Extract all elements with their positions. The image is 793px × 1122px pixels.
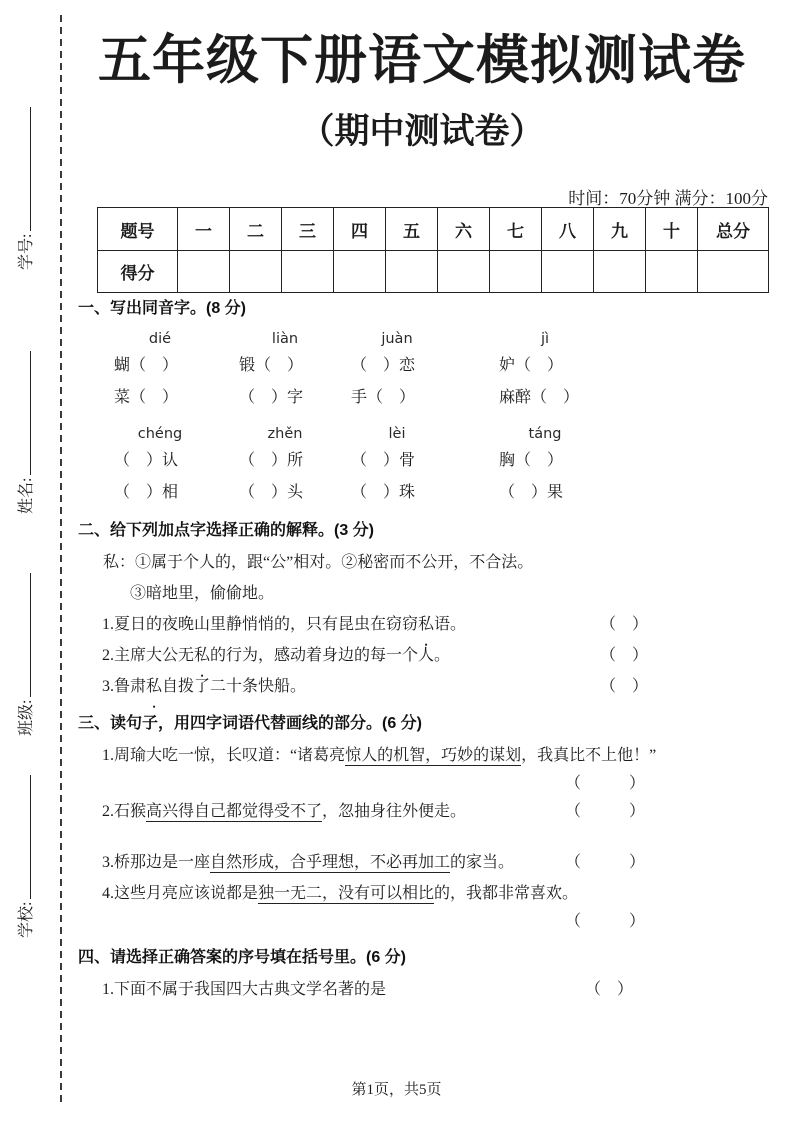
question-text: 1.夏日的夜晚山里静悄悄的，只有昆虫在窃窃 (102, 616, 419, 633)
margin-field-class (14, 548, 40, 736)
underlined-phrase: 独一无二，没有可以相比 (258, 885, 435, 902)
question-text: 1.周瑜大吃一惊，长叹道：“诸葛亮 (102, 747, 346, 764)
score-header-cell: 一 (178, 208, 230, 251)
section-4-heading: 四、请选择正确答案的序号填在括号里。(6 分) (78, 949, 407, 966)
question-text: 2.石猴 (102, 803, 147, 820)
question-text: 3.桥那边是一座 (102, 854, 211, 871)
school-blank (16, 775, 31, 899)
homophone-item: （ ）所 (239, 452, 304, 469)
page-footer: 第1页，共5页 (351, 1082, 442, 1098)
question-item (78, 671, 778, 702)
homophone-column (345, 423, 493, 509)
score-empty-cell (698, 251, 769, 293)
question-text: 3.鲁肃 (102, 678, 147, 695)
exam-time-score-meta: 时间：70分钟 满分：100分 (568, 189, 768, 208)
section-3-heading: 三、读句子，用四字词语代替画线的部分。(6 分) (78, 715, 423, 732)
school-label: 学校: (18, 901, 35, 938)
page-subtitle: （期中测试卷） (299, 112, 545, 151)
name-label: 姓名: (18, 477, 35, 514)
score-header-cell: 总分 (698, 208, 769, 251)
homophone-item: 手（ ） (351, 389, 416, 406)
question-text: 的行为，感动着身边的每一个人。 (210, 647, 451, 664)
underlined-phrase: 高兴得自己都觉得受不了 (146, 803, 323, 820)
homophone-group-2 (78, 423, 778, 509)
score-empty-cell (178, 251, 230, 293)
pinyin-label: jì (540, 331, 550, 347)
homophone-column (108, 328, 233, 414)
exam-body (78, 299, 778, 1005)
score-row-label: 得分 (98, 251, 178, 293)
answer-paren: （ ） (565, 775, 646, 792)
score-header-cell: 二 (230, 208, 282, 251)
underlined-phrase: 自然形成，合乎理想，不必再加工 (210, 854, 451, 871)
answer-paren: （ ） (565, 803, 646, 820)
answer-paren: （ ） (600, 647, 649, 664)
margin-field-name (14, 326, 40, 514)
homophone-column (345, 328, 493, 414)
homophone-item: 锻（ ） (239, 357, 304, 374)
definition-line: 私：①属于个人的，跟“公”相对。②秘密而不公开，不合法。 (103, 554, 534, 571)
answer-paren: （ ） (585, 981, 634, 998)
homophone-column (233, 328, 345, 414)
score-header-cell: 七 (490, 208, 542, 251)
homophone-item: （ ）骨 (351, 452, 416, 469)
score-header-cell: 四 (334, 208, 386, 251)
pinyin-label: zhěn (267, 426, 303, 442)
name-blank (16, 351, 31, 475)
score-table (97, 207, 769, 293)
dotted-char: 私 (194, 647, 211, 664)
homophone-column (493, 328, 643, 414)
question-item (78, 609, 778, 640)
homophone-column (233, 423, 345, 509)
score-header-cell: 八 (542, 208, 594, 251)
question-text: 1.下面不属于我国四大古典文学名著的是 (102, 981, 387, 998)
pinyin-label: juàn (381, 331, 413, 347)
score-header-cell: 十 (646, 208, 698, 251)
question-text: 4.这些月亮应该说都是 (102, 885, 259, 902)
question-item (78, 640, 778, 671)
homophone-item: （ ）认 (114, 452, 179, 469)
dotted-char: 私 (146, 678, 163, 695)
question-item (78, 740, 778, 771)
question-item (78, 878, 778, 909)
pinyin-label: chéng (137, 426, 183, 442)
question-text: 2.主席大公无 (102, 647, 195, 664)
score-empty-cell (334, 251, 386, 293)
homophone-item: （ ）恋 (351, 357, 416, 374)
score-empty-cell (542, 251, 594, 293)
student-id-label: 学号: (18, 233, 35, 270)
homophone-item: （ ）相 (114, 484, 179, 501)
page-title: 五年级下册语文模拟测试卷 (98, 32, 746, 90)
answer-paren: （ ） (565, 854, 646, 871)
homophone-group-1 (78, 328, 778, 414)
dotted-char: 私 (418, 616, 435, 633)
class-label: 班级: (18, 699, 35, 736)
answer-line (78, 909, 778, 934)
margin-field-school (14, 750, 40, 938)
homophone-item: 菜（ ） (114, 389, 179, 406)
class-blank (16, 573, 31, 697)
pinyin-label: lèi (388, 426, 406, 442)
homophone-item: （ ）字 (239, 389, 304, 406)
score-header-cell: 三 (282, 208, 334, 251)
pinyin-label: liàn (271, 331, 299, 347)
score-header-cell: 九 (594, 208, 646, 251)
homophone-item: 蝴（ ） (114, 357, 179, 374)
answer-paren: （ ） (600, 678, 649, 695)
score-empty-cell (282, 251, 334, 293)
score-empty-cell (594, 251, 646, 293)
pinyin-label: táng (528, 426, 562, 442)
homophone-item: （ ）头 (239, 484, 304, 501)
binding-dashed-line (60, 15, 62, 1105)
homophone-item: （ ）珠 (351, 484, 416, 501)
question-text: ，我真比不上他！” (521, 747, 657, 764)
score-table-score-row (98, 251, 769, 293)
answer-paren: （ ） (600, 616, 649, 633)
student-id-blank (16, 107, 31, 231)
question-text: 自拨了二十条快船。 (162, 678, 307, 695)
homophone-item: 妒（ ） (499, 357, 564, 374)
score-empty-cell (386, 251, 438, 293)
score-empty-cell (490, 251, 542, 293)
homophone-item: 胸（ ） (499, 452, 564, 469)
homophone-column (108, 423, 233, 509)
answer-paren: （ ） (565, 913, 646, 930)
underlined-phrase: 惊人的机智，巧妙的谋划 (345, 747, 522, 764)
score-header-cell: 五 (386, 208, 438, 251)
question-item (78, 974, 778, 1005)
definition-line: ③暗地里，偷偷地。 (130, 585, 275, 602)
margin-field-student-id (14, 82, 40, 270)
pinyin-label: dié (148, 331, 172, 347)
score-empty-cell (230, 251, 282, 293)
question-text: ，忽抽身往外便走。 (322, 803, 467, 820)
score-table-header-row (98, 208, 769, 251)
question-text: 的家当。 (450, 854, 515, 871)
homophone-item: （ ）果 (499, 484, 564, 501)
section-2-heading: 二、给下列加点字选择正确的解释。(3 分) (78, 522, 375, 539)
question-item (78, 847, 778, 878)
score-header-cell: 六 (438, 208, 490, 251)
score-empty-cell (646, 251, 698, 293)
score-empty-cell (438, 251, 490, 293)
homophone-item: 麻醉（ ） (499, 389, 580, 406)
question-item (78, 796, 778, 827)
question-text: 语。 (434, 616, 467, 633)
answer-line (78, 771, 778, 796)
score-header-cell: 题号 (98, 208, 178, 251)
section-1-heading: 一、写出同音字。(8 分) (78, 300, 247, 317)
question-text: 的，我都非常喜欢。 (434, 885, 579, 902)
homophone-column (493, 423, 643, 509)
